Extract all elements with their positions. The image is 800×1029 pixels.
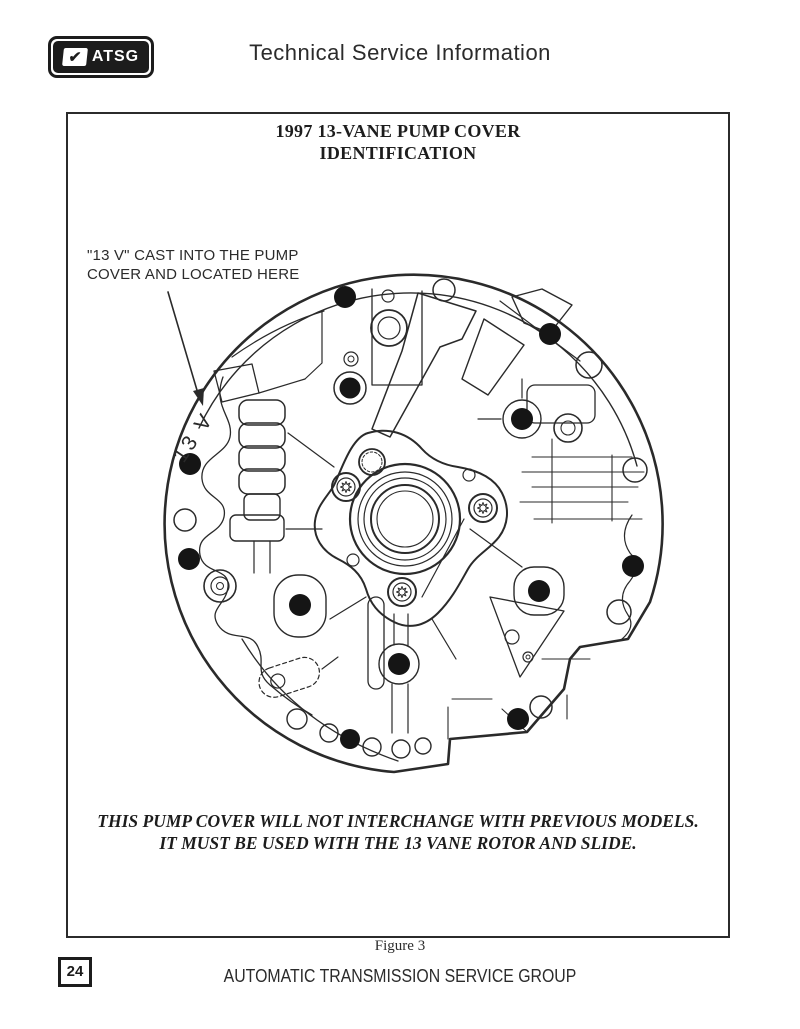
page-number-badge: 24 bbox=[58, 957, 92, 987]
figure-panel bbox=[66, 112, 730, 938]
header-title: Technical Service Information bbox=[249, 40, 551, 65]
atsg-logo-text: ATSG bbox=[91, 48, 140, 65]
annotation-line1: "13 V" CAST INTO THE PUMP bbox=[87, 247, 299, 264]
checkmark-icon: ✔ bbox=[62, 48, 88, 66]
figure-title bbox=[68, 120, 728, 164]
figure-title-line2: IDENTIFICATION bbox=[319, 143, 477, 163]
figure-title-line1: 1997 13-VANE PUMP COVER bbox=[275, 121, 521, 141]
pump-cover-drawing bbox=[72, 267, 672, 787]
figure-caption: Figure 3 bbox=[374, 938, 426, 954]
caution-line1: THIS PUMP COVER WILL NOT INTERCHANGE WITH PREVIOUS MODELS. bbox=[97, 811, 699, 831]
annotation-line2: COVER AND LOCATED HERE bbox=[87, 266, 300, 283]
cast-mark-label: 13 V bbox=[168, 408, 219, 467]
footer-organization: AUTOMATIC TRANSMISSION SERVICE GROUP bbox=[223, 966, 577, 986]
caution-text bbox=[68, 810, 728, 854]
caution-line2: IT MUST BE USED WITH THE 13 VANE ROTOR AND SLIDE. bbox=[159, 833, 637, 853]
